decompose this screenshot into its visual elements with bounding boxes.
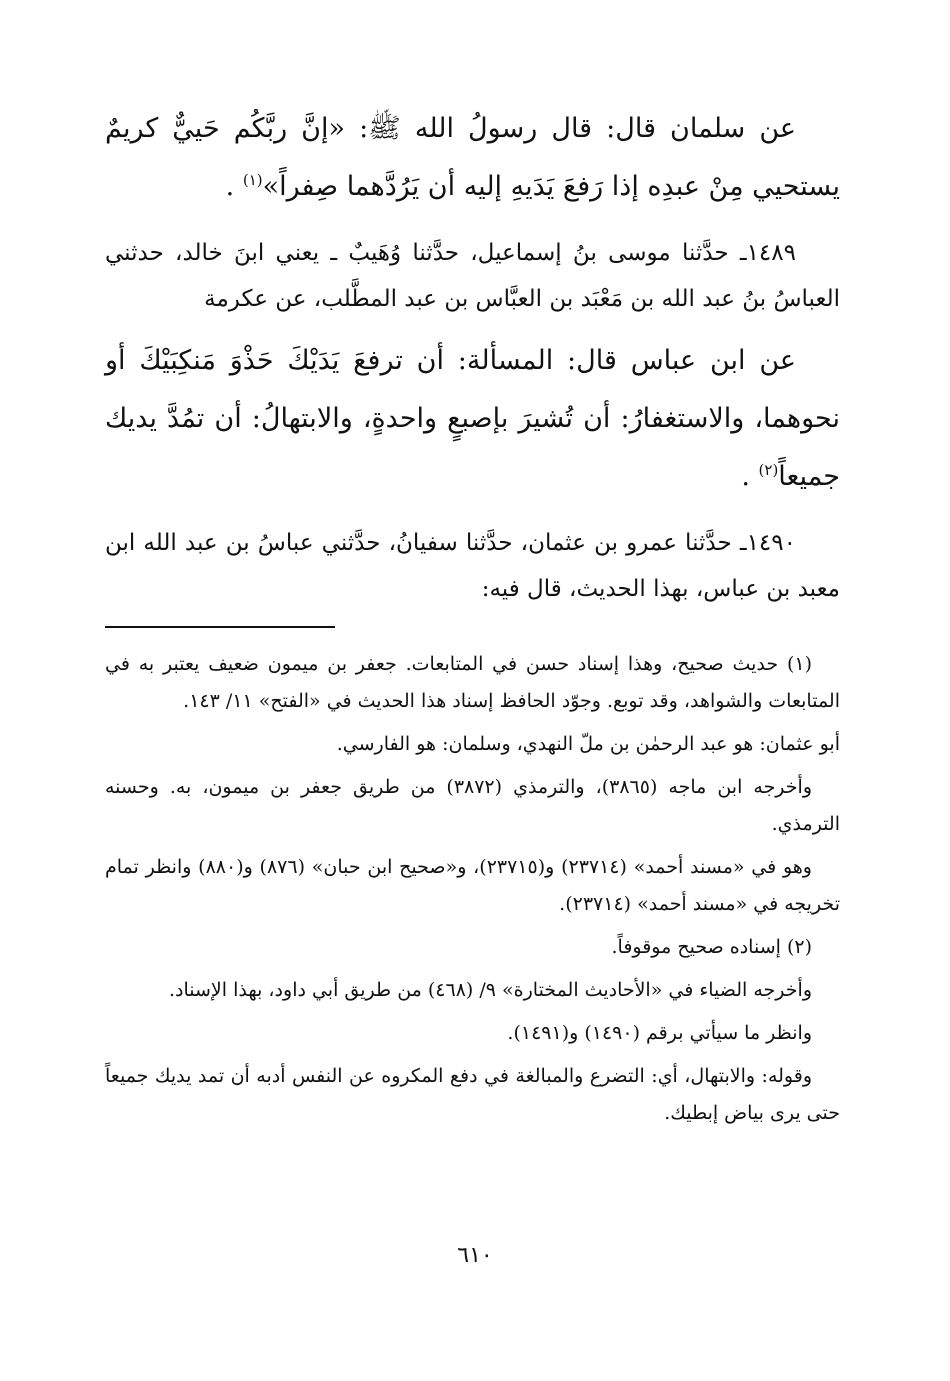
footnote-1-narrators: أبو عثمان: هو عبد الرحمٰن بن ملّ النهدي، وسلمان: هو الفارسي. [336, 733, 840, 755]
footnote-ref-2: (٢) [758, 461, 779, 479]
page-body [105, 100, 840, 1138]
footnote-1-takhrij: وأخرجه ابن ماجه (٣٨٦٥)، والترمذي (٣٨٧٢) من طريق جعفر بن ميمون، به. وحسنه الترمذي. [105, 776, 840, 835]
footnote-2-takhrij: وأخرجه الضياء في «الأحاديث المختارة» ٩/ (٤٦٨) من طريق أبي داود، بهذا الإسناد. [168, 979, 812, 1001]
hadith-1489-body: عن ابن عباس قال: المسألة: أن ترفعَ يَدَيْكَ حَذْوَ مَنكِبَيْكَ أو نحوهما، والاستغفارُ: أن تُشيرَ بإصبعٍ واحدةٍ، والابتهالُ: أن تمُدَّ يديك جميعاً [105, 345, 840, 492]
footnote-2: (٢) إسناده صحيح موقوفاً. [611, 936, 812, 958]
hadith-1488-text [105, 100, 840, 216]
sentence-end: . [741, 461, 750, 492]
footnote-2-cross-ref: وانظر ما سيأتي برقم (١٤٩٠) و(١٤٩١). [507, 1022, 812, 1044]
sentence-end: . [225, 171, 235, 202]
hadith-1490-isnad: ١٤٩٠ـ حدَّثنا عمرو بن عثمان، حدَّثنا سفيانُ، حدَّثني عباسُ بن عبد الله ابن معبد بن عباس، بهذا الحديث، قال فيه: [105, 530, 840, 602]
footnote-1: (١) حديث صحيح، وهذا إسناد حسن في المتابعات. جعفر بن ميمون ضعيف يعتبر به في المتابعات والشواهد، وقد توبع. وجوّد الحافظ إسناد هذا الحديث في «الفتح» ١١/ ١٤٣. [105, 653, 840, 712]
footnotes [105, 646, 840, 1132]
footnote-1-musnad: وهو في «مسند أحمد» (٢٣٧١٤) و(٢٣٧١٥)، و«صحيح ابن حبان» (٨٧٦) و(٨٨٠) وانظر تمام تخريجه في «مسند أحمد» (٢٣٧١٤). [105, 856, 840, 915]
footnote-ref-1: (١) [242, 171, 263, 189]
footnote-2-explanation: وقوله: والابتهال، أي: التضرع والمبالغة في دفع المكروه عن النفس أدبه أن تمد يديك جميعاً حتى يرى بياض إبطيك. [105, 1065, 840, 1124]
hadith-1488-body: عن سلمان قال: قال رسولُ الله ﷺ: «إنَّ ربَّكُم حَييٌّ كريمٌ يستحيي مِنْ عبدِه إذا رَفعَ يَدَيهِ إليه أن يَرُدَّهما صِفراً» [105, 113, 840, 202]
hadith-1489-text [105, 332, 840, 506]
footnote-separator [105, 626, 335, 628]
hadith-1489-isnad: ١٤٨٩ـ حدَّثنا موسى بنُ إسماعيل، حدَّثنا وُهَيبٌ ـ يعني ابنَ خالد، حدثني العباسُ بنُ عبد الله بن مَعْبَد بن العبَّاس بن عبد المطَّلب، عن عكرمة [105, 240, 840, 312]
page-number: ٦١٠ [457, 1243, 493, 1268]
